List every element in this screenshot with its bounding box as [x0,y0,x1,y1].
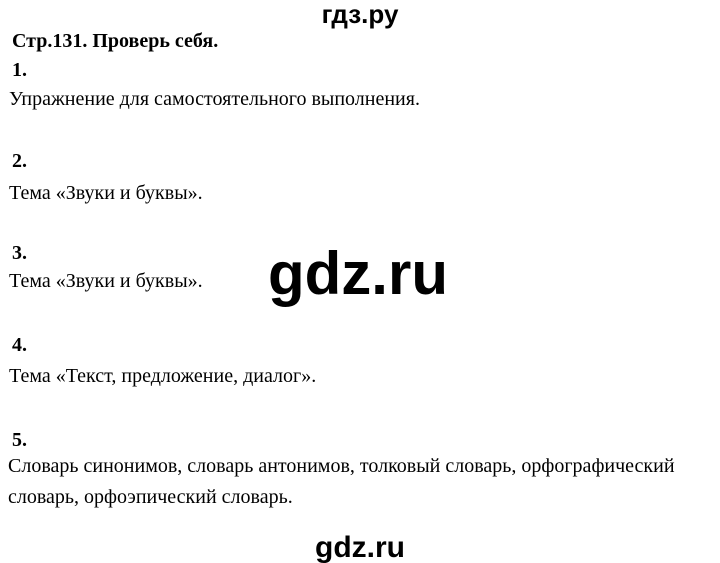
site-logo-footer: gdz.ru [315,531,405,563]
site-logo-header: гдз.ру [321,0,399,29]
item-3-answer: Тема «Звуки и буквы». [9,270,203,292]
item-2-number: 2. [12,150,27,172]
item-2-answer: Тема «Звуки и буквы». [9,182,203,204]
item-1-answer: Упражнение для самостоятельного выполнения. [9,88,420,110]
item-4-number: 4. [12,334,27,356]
site-watermark: gdz.ru [268,240,448,307]
item-1-number: 1. [12,59,27,81]
item-4-answer: Тема «Текст, предложение, диалог». [9,365,317,387]
page-title: Стр.131. Проверь себя. [12,30,219,52]
item-5-answer: Словарь синонимов, словарь антонимов, толковый словарь, орфографический словарь, орфоэпический словарь. [8,455,675,508]
item-5-number: 5. [12,429,27,451]
item-3-number: 3. [12,242,27,264]
